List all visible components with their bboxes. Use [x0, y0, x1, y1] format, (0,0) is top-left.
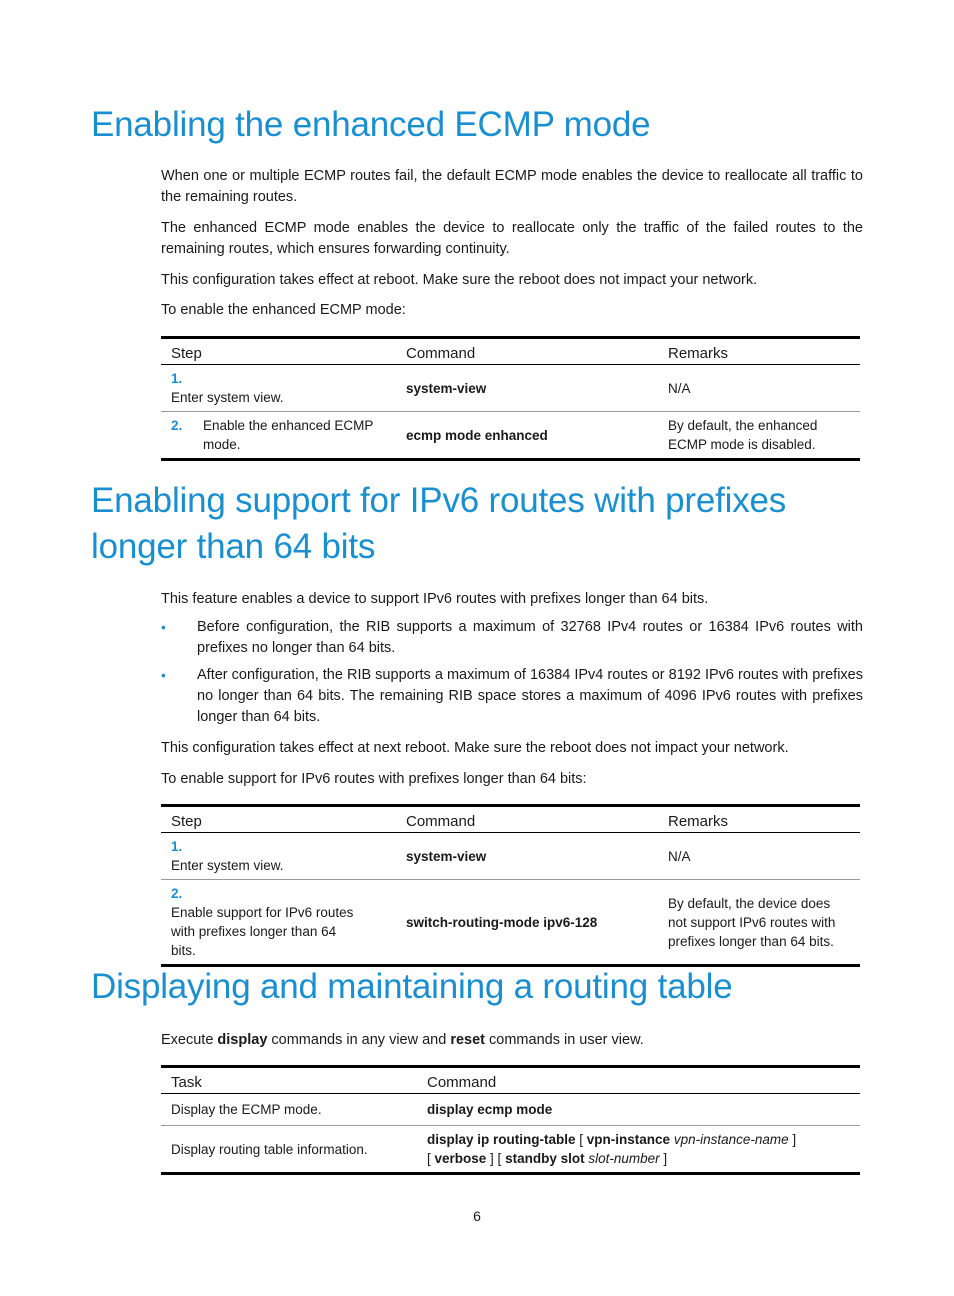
step-number: 2. — [171, 418, 183, 433]
command-cell: system-view — [396, 365, 658, 412]
column-header: Remarks — [658, 338, 860, 365]
remarks-cell: By default, the device does not support IPv6 routes with prefixes longer than 64 bits. — [658, 880, 860, 966]
paragraph: To enable support for IPv6 routes with prefixes longer than 64 bits: — [161, 771, 587, 787]
keyword: display ip routing-table — [427, 1132, 576, 1147]
command-line — [427, 1130, 850, 1149]
text-run: [ — [575, 1132, 587, 1147]
text-run: ] — [659, 1151, 668, 1166]
ipv6-steps-table — [161, 804, 860, 967]
paragraph: This configuration takes effect at next reboot. Make sure the reboot does not impact your network. — [161, 740, 789, 756]
table-row — [161, 833, 860, 880]
text-run: commands in user view. — [485, 1032, 644, 1048]
remarks-cell: N/A — [658, 365, 860, 412]
text-run: ] — [788, 1132, 797, 1147]
paragraph: This configuration takes effect at reboot. Make sure the reboot does not impact your network. — [161, 272, 758, 288]
paragraph: To enable the enhanced ECMP mode: — [161, 302, 406, 318]
keyword: verbose — [434, 1151, 487, 1166]
paragraph: The enhanced ECMP mode enables the device to reallocate only the traffic of the failed routes to the remaining routes, which ensures forwarding continuity. — [161, 220, 863, 257]
table-row — [161, 1126, 860, 1174]
ecmp-steps-table — [161, 336, 860, 461]
section-heading-display-maintain: Displaying and maintaining a routing table — [91, 967, 733, 1006]
bullet-list — [161, 617, 863, 734]
list-item — [161, 665, 863, 728]
step-text: Enter system view. — [171, 390, 284, 405]
table-header-row — [161, 806, 860, 833]
step-text: Enable the enhanced ECMP mode. — [203, 418, 374, 452]
step-number: 1. — [171, 371, 183, 386]
command-line — [427, 1149, 850, 1168]
text-run: Execute — [161, 1032, 218, 1048]
argument: vpn-instance-name — [673, 1132, 789, 1147]
display-commands-table — [161, 1065, 860, 1175]
section-heading-ecmp: Enabling the enhanced ECMP mode — [91, 105, 651, 144]
page-number: 6 — [473, 1208, 481, 1224]
step-number: 1. — [171, 839, 183, 854]
column-header: Step — [161, 338, 396, 365]
step-cell — [161, 833, 396, 880]
text-run: ] [ — [486, 1151, 506, 1166]
bullet-icon: • — [161, 619, 166, 635]
step-cell — [161, 412, 396, 460]
text-run: commands in any view and — [267, 1032, 451, 1048]
step-cell — [161, 365, 396, 412]
table-row — [161, 365, 860, 412]
column-header: Remarks — [658, 806, 860, 833]
list-item-text: Before configuration, the RIB supports a maximum of 32768 IPv4 routes or 16384 IPv6 routes with prefixes no longer than 64 bits. — [197, 619, 863, 656]
keyword: standby slot — [505, 1151, 585, 1166]
keyword: reset — [450, 1032, 486, 1048]
task-cell: Display routing table information. — [161, 1126, 417, 1174]
table-header-row — [161, 338, 860, 365]
command-cell: system-view — [396, 833, 658, 880]
column-header: Step — [161, 806, 396, 833]
table-header-row — [161, 1067, 860, 1094]
table-row — [161, 880, 860, 966]
task-cell: Display the ECMP mode. — [161, 1094, 417, 1126]
command-cell: display ecmp mode — [417, 1094, 860, 1126]
step-cell — [161, 880, 396, 966]
command-cell: switch-routing-mode ipv6-128 — [396, 880, 658, 966]
section-heading-ipv6-prefixes: Enabling support for IPv6 routes with prefixes longer than 64 bits — [91, 481, 787, 566]
remarks-cell: By default, the enhanced ECMP mode is disabled. — [658, 412, 860, 460]
column-header: Command — [417, 1067, 860, 1094]
keyword: display — [217, 1032, 268, 1048]
paragraph: When one or multiple ECMP routes fail, the default ECMP mode enables the device to reallocate all traffic to the remaining routes. — [161, 168, 863, 205]
step-text: Enable support for IPv6 routes with prefixes longer than 64 bits. — [171, 905, 354, 958]
argument: slot-number — [588, 1151, 660, 1166]
column-header: Command — [396, 338, 658, 365]
table-row — [161, 1094, 860, 1126]
command-cell: ecmp mode enhanced — [396, 412, 658, 460]
step-number: 2. — [171, 886, 183, 901]
column-header: Task — [161, 1067, 417, 1094]
keyword: vpn-instance — [586, 1132, 671, 1147]
paragraph — [161, 1030, 863, 1051]
list-item — [161, 617, 863, 659]
list-item-text: After configuration, the RIB supports a maximum of 16384 IPv4 routes or 8192 IPv6 routes with prefixes no longer than 64 bits. The remaining RIB space stores a maximum of 4096 IPv6 routes with prefixes longer than 64 bits. — [197, 667, 863, 725]
column-header: Command — [396, 806, 658, 833]
paragraph: This feature enables a device to support IPv6 routes with prefixes longer than 64 bits. — [161, 591, 709, 607]
text-run: [ — [427, 1151, 435, 1166]
command-cell — [417, 1126, 860, 1174]
remarks-cell: N/A — [658, 833, 860, 880]
step-text: Enter system view. — [171, 858, 284, 873]
table-row — [161, 412, 860, 460]
bullet-icon: • — [161, 667, 166, 683]
